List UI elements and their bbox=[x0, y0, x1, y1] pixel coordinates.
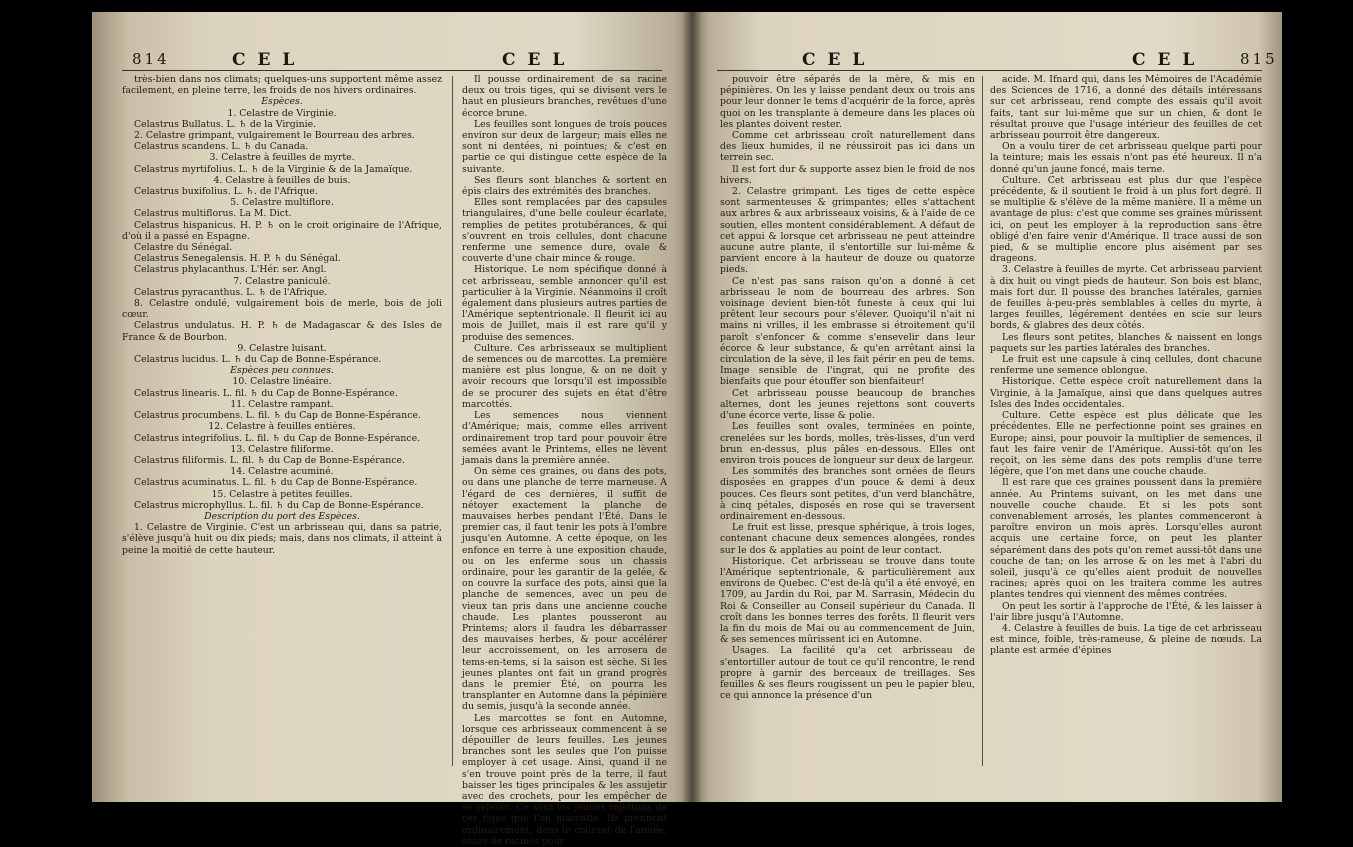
text-paragraph: Elles sont remplacées par des capsules triangulaires, d'une belle couleur écarlate, remplies de petites protubérances, & qui s'ouvrent en trois cellules, dont chacune renferme une semence dure, ovale & couverte d'une chair mince & rouge. bbox=[462, 197, 667, 265]
text-paragraph: 8. Celastre ondulé, vulgairement bois de merle, bois de joli cœur. bbox=[122, 298, 442, 321]
text-paragraph: 2. Celastre grimpant. Les tiges de cette espèce sont sarmenteuses & grimpantes; elles s'attachent aux arbres & aux arbrisseaux voisins, & à l'aide de ce soutien, elles montent considérablement. A défaut de cet appui & lorsque cet arbrisseau ne peut atteindre aucune autre plante, il s'entortille sur lui-même & parvient encore à la hauteur de douze ou quatorze pieds. bbox=[720, 186, 975, 276]
text-paragraph: Usages. La facilité qu'a cet arbrisseau de s'entortiller autour de tout ce qu'il rencontre, le rend propre à garnir des berceaux de treillages. Ses feuilles & ses fleurs rougissent un peu le papier bleu, ce qui annonce la présence d'un bbox=[720, 645, 975, 702]
text-paragraph: Description du port des Espèces. bbox=[204, 510, 360, 522]
text-paragraph: Les semences nous viennent d'Amérique; mais, comme elles arrivent ordinairement trop tard pour pouvoir être semées avant le Printems, elles ne lèvent jamais dans la première année. bbox=[462, 410, 667, 466]
left-column-1 bbox=[122, 74, 442, 556]
text-paragraph: Culture. Cet arbrisseau est plus dur que l'espèce précédente, & il soutient le froid à un plus fort degré. Il se multiplie & s'élève de la même manière. Il a même un avantage de plus: c'est que comme ses graines mûrissent ici, on peut les employer à la reproduction sans être obligé d'en faire venir d'Amérique. Il trace aussi de son pied, & se multiplie encore plus aisément par ses drageons. bbox=[990, 174, 1262, 265]
text-paragraph: On peut les sortir à l'approche de l'Été, & les laisser à l'air libre jusqu'à l'Automne. bbox=[990, 600, 1262, 623]
text-paragraph: Celastrus hispanicus. H. P. ♄ on le croit originaire de l'Afrique, d'où il a passé en Espagne. bbox=[122, 219, 442, 242]
text-paragraph: acide. M. Ifnard qui, dans les Mémoires de l'Académie des Sciences de 1716, a donné des détails intéressans sur cet arbrisseau, rend compte des essais qu'il avoit faits, tant sur lui-même que sur un chien, & dont le résultat prouve que l'usage intérieur des feuilles de cet arbrisseau pourroit être dangereux. bbox=[990, 74, 1262, 142]
text-paragraph: Celastrus buxifolius. L. ♄. de l'Afrique. bbox=[134, 186, 318, 198]
text-paragraph: Celastrus microphyllus. L. fil. ♄ du Cap de Bonne-Espérance. bbox=[134, 499, 424, 511]
left-page-number: 814 bbox=[132, 50, 170, 68]
text-paragraph: 3. Celastre à feuilles de myrte. bbox=[209, 152, 355, 164]
text-paragraph: Celastrus scandens. L. ♄ du Canada. bbox=[134, 141, 309, 153]
text-paragraph: Les feuilles sont ovales, terminées en pointe, crenelées sur les bords, molles, très-lisses, d'un verd brun en-dessus, plus pâles en-dessous. Elles ont environ trois pouces de longueur sur deux de largeur. bbox=[720, 421, 975, 466]
right-page bbox=[692, 12, 1282, 802]
text-paragraph: Il est fort dur & supporte assez bien le froid de nos hivers. bbox=[720, 163, 975, 186]
text-paragraph: Espèces peu connues. bbox=[230, 365, 334, 377]
text-paragraph: Comme cet arbrisseau croît naturellement dans des lieux humides, il ne réussiroit pas ici dans un terrein sec. bbox=[720, 130, 975, 164]
text-paragraph: Espèces. bbox=[261, 96, 303, 108]
open-book bbox=[92, 12, 1282, 847]
text-paragraph: 3. Celastre à feuilles de myrte. Cet arbrisseau parvient à dix huit ou vingt pieds de hauteur. Son bois est blanc, mais fort dur. Il pousse des branches latérales, garnies de feuilles à-peu-près semblables à celles du myrte, à larges feuilles, légérement dentées en scie sur leurs bords, & glabres des deux côtés. bbox=[990, 264, 1262, 332]
text-paragraph: Il pousse ordinairement de sa racine deux ou trois tiges, qui se divisent vers le haut en plusieurs branches, revêtues d'une écorce brune. bbox=[462, 74, 667, 119]
right-page-number: 815 bbox=[1240, 50, 1278, 68]
text-paragraph: Celastrus phylacanthus. L'Hér. ser. Angl. bbox=[134, 264, 327, 276]
right-column-2 bbox=[990, 74, 1262, 657]
text-paragraph: très-bien dans nos climats; quelques-uns supportent même assez facilement, en pleine terre, les froids de nos hivers ordinaires. bbox=[122, 74, 442, 97]
text-paragraph: 7. Celastre paniculé. bbox=[233, 275, 331, 287]
text-paragraph: 15. Celastre à petites feuilles. bbox=[211, 488, 353, 500]
left-page bbox=[92, 12, 692, 847]
text-paragraph: Culture. Ces arbrisseaux se multiplient de semences ou de marcottes. La première manière est plus longue, & on ne doit y avoir recours que lorsqu'il est impossible de se procurer des sujets en état d'être marcottés. bbox=[462, 342, 667, 410]
text-paragraph: Historique. Le nom spécifique donné à cet arbrisseau, semble annoncer qu'il est particulier à la Virginie. Néanmoins il croît également dans plusieurs autres parties de l'Amérique septentrionale. Il fleurit ici au mois de Juillet, mais il est rare qu'il y produise des semences. bbox=[462, 264, 667, 343]
text-paragraph: Il est rare que ces graines poussent dans la première année. Au Printems suivant, on les met dans une nouvelle couche chaude. Et si les pots sont convenablement arrosés, les plantes commenceront à paroître environ un mois après. Lorsqu'elles auront acquis une certaine force, on peut les planter séparément dans des pots qu'on remet aussi-tôt dans une couche de tan; on les arrose & on les met à l'abri du soleil, jusqu'à ce qu'elles aient produit de nouvelles racines; après quoi on les traitera comme les autres plantes tendres qui viennent des mêmes contrées. bbox=[990, 477, 1262, 601]
right-column-1 bbox=[720, 74, 975, 701]
text-paragraph: 11. Celastre rampant. bbox=[230, 398, 334, 410]
text-paragraph: On a voulu tirer de cet arbrisseau quelque parti pour la teinture; mais les essais n'ont pas été heureux. Il n'a donné qu'un jaune foncé, mais terne. bbox=[990, 141, 1262, 175]
text-paragraph: Celastrus Senegalensis. H. P. ♄ du Sénégal. bbox=[134, 253, 341, 265]
text-paragraph: Culture. Cette espèce est plus délicate que les précédentes. Elle ne perfectionne point ses graines en Europe; ainsi, pour pouvoir la multiplier de semences, il faut les faire venir de l'Amérique. Aussi-tôt qu'on les reçoit, on les sème dans des pots remplis d'une terre légère, que l'on met dans une couche chaude. bbox=[990, 410, 1262, 478]
text-paragraph: 1. Celastre de Virginie. C'est un arbrisseau qui, dans sa patrie, s'élève jusqu'à huit ou dix pieds; mais, dans nos climats, il atteint à peine la moitié de cette hauteur. bbox=[122, 522, 442, 556]
right-column-divider bbox=[982, 76, 983, 766]
text-paragraph: Ses fleurs sont blanches & sortent en épis clairs des extrémités des branches. bbox=[462, 174, 667, 198]
right-running-head: C E L bbox=[802, 50, 868, 70]
text-paragraph: Celastre du Sénégal. bbox=[134, 242, 233, 254]
text-paragraph: 4. Celastre à feuilles de buis. bbox=[213, 174, 351, 186]
text-paragraph: Celastrus myrtifolius. L. ♄ de la Virginie & de la Jamaïque. bbox=[134, 163, 413, 175]
text-paragraph: Celastrus filiformis. L. fil. ♄ du Cap de Bonne-Espérance. bbox=[134, 454, 405, 466]
left-running-head-right: C E L bbox=[502, 50, 568, 70]
right-running-head-right: C E L bbox=[1132, 50, 1198, 70]
text-paragraph: 12. Celastre à feuilles entières. bbox=[208, 421, 356, 433]
left-column-2 bbox=[462, 74, 667, 847]
text-paragraph: 10. Celastre linéaire. bbox=[232, 376, 332, 388]
text-paragraph: Celastrus multiflorus. La M. Dict. bbox=[134, 208, 292, 220]
text-paragraph: Celastrus lucidus. L. ♄ du Cap de Bonne-Espérance. bbox=[134, 354, 382, 366]
text-paragraph: Ce n'est pas sans raison qu'on a donné à cet arbrisseau le nom de bourreau des arbres. Son voisinage devient bien-tôt funeste à ceux qui lui prêtent leur secours pour s'élever. Quoiqu'il n'ait ni mains ni vrilles, il les embrasse si étroitement qu'il paroît s'enfoncer & comme s'ensevelir dans leur écorce & leur substance, & qu'en arrêtant ainsi la circulation de la sève, il les fait périr en peu de tems. Image sensible de l'ingrat, qui ne profite des bienfaits que pour étouffer son bienfaiteur! bbox=[720, 275, 975, 388]
text-paragraph: 13. Celastre filiforme. bbox=[230, 443, 334, 455]
text-paragraph: pouvoir être séparés de la mère, & mis en pépinières. On les y laisse pendant deux ou trois ans pour leur donner le tems d'acquérir de la force, après quoi on les transplante à demeure dans les places où les plantes doivent rester. bbox=[720, 74, 975, 130]
text-paragraph: Celastrus pyracanthus. L. ♄ de l'Afrique. bbox=[134, 286, 328, 298]
text-paragraph: 5. Celastre multiflore. bbox=[230, 197, 334, 209]
text-paragraph: 9. Celastre luisant. bbox=[237, 342, 327, 354]
text-paragraph: Celastrus procumbens. L. fil. ♄ du Cap de Bonne-Espérance. bbox=[134, 410, 421, 422]
left-header-rule bbox=[122, 70, 662, 71]
text-paragraph: Les fleurs sont petites, blanches & naissent en longs paquets sur les parties latérales des branches. bbox=[990, 331, 1262, 354]
text-paragraph: 14. Celastre acuminé. bbox=[230, 466, 334, 478]
text-paragraph: Celastrus acuminatus. L. fil. ♄ du Cap de Bonne-Espérance. bbox=[134, 477, 418, 489]
text-paragraph: Les marcottes se font en Automne, lorsque ces arbrisseaux commencent à se dépouiller de leurs feuilles. Les jeunes branches sont les seules que l'on puisse employer à cet usage. Ainsi, quand il ne s'en trouve point près de la terre, il faut baisser les tiges principales & les assujetir avec des crochets, pour les empêcher de se relever. Ce sont les jeunes rejettons de ces tiges que l'on marcotte. Ils prennent ordinairement, dans le courant de l'année, assez de racines pour bbox=[462, 712, 667, 847]
text-paragraph: Celastrus undulatus. H. P. ♄ de Madagascar & des Isles de France & de Bourbon. bbox=[122, 320, 442, 343]
text-paragraph: On sème ces graines, ou dans des pots, ou dans une planche de terre marneuse. A l'égard de ces dernières, il suffit de nétoyer exactement la planche de mauvaises herbes pendant l'Été. Dans le premier cas, il faut tenir les pots à l'ombre jusqu'en Automne. A cette époque, on les enfonce en terre à une exposition chaude, ou on les enferme sous un chassis ordinaire, pour les garantir de la gelée, & on couvre la surface des pots, ainsi que la planche de semences, avec un peu de vieux tan pris dans une ancienne couche chaude. Les plantes pousseront au Printems; alors il faudra les débarrasser des mauvaises herbes, & pour accélérer leur accroissement, on les arrosera de tems-en-tems, si la saison est sèche. Si les jeunes plantes ont fait un grand progrès dans le premier Été, on pourra les transplanter en Automne dans la pépinière du semis, jusqu'à la seconde année. bbox=[462, 466, 667, 713]
text-paragraph: Historique. Cette espèce croît naturellement dans la Virginie, à la Jamaïque, ainsi que dans quelques autres Isles des Indes occidentales. bbox=[990, 376, 1262, 410]
book-gutter bbox=[682, 12, 702, 802]
text-paragraph: Le fruit est une capsule à cinq cellules, dont chacune renferme une semence oblongue. bbox=[990, 354, 1262, 377]
text-paragraph: 2. Celastre grimpant, vulgairement le Bourreau des arbres. bbox=[134, 130, 415, 142]
right-header-rule bbox=[717, 70, 1262, 71]
left-running-head: C E L bbox=[232, 50, 298, 70]
text-paragraph: Celastrus Bullatus. L. ♄ de la Virginie. bbox=[134, 118, 317, 130]
text-paragraph: 4. Celastre à feuilles de buis. La tige de cet arbrisseau est mince, foible, très-rameuse, & pleine de nœuds. La plante est armée d'épines bbox=[990, 622, 1262, 657]
text-paragraph: Celastrus integrifolius. L. fil. ♄ du Cap de Bonne-Espérance. bbox=[134, 432, 421, 444]
text-paragraph: Les sommités des branches sont ornées de fleurs disposées en grappes d'un pouce & demi à deux pouces. Ces fleurs sont petites, d'un verd blanchâtre, à cinq pétales, disposés en rose qui se traversent ordinairement en-dessous. bbox=[720, 466, 975, 522]
text-paragraph: Les feuilles sont longues de trois pouces environ sur deux de largeur; mais elles ne sont ni dentées, ni pointues; & c'est en partie ce qui distingue cette espèce de la suivante. bbox=[462, 118, 667, 175]
text-paragraph: Cet arbrisseau pousse beaucoup de branches alternes, dont les jeunes rejettons sont couverts d'une écorce verte, lisse & polie. bbox=[720, 387, 975, 422]
text-paragraph: Celastrus linearis. L. fil. ♄ du Cap de Bonne-Espérance. bbox=[134, 387, 398, 399]
text-paragraph: Le fruit est lisse, presque sphérique, à trois loges, contenant chacune deux semences alongées, rondes sur le dos & applaties au point de leur contact. bbox=[720, 522, 975, 556]
text-paragraph: 1. Celastre de Virginie. bbox=[227, 107, 337, 119]
left-column-divider bbox=[452, 76, 453, 766]
text-paragraph: Historique. Cet arbrisseau se trouve dans toute l'Amérique septentrionale, & particulièrement aux environs de Quebec. C'est de-là qu'il a été envoyé, en 1709, au Jardin du Roi, par M. Sarrasin, Médecin du Roi & Conseiller au Conseil supérieur du Canada. Il croît dans les bonnes terres des forêts. Il fleurit vers la fin du mois de Mai ou au commencement de Juin, & ses semences mûrissent ici en Automne. bbox=[720, 555, 975, 646]
